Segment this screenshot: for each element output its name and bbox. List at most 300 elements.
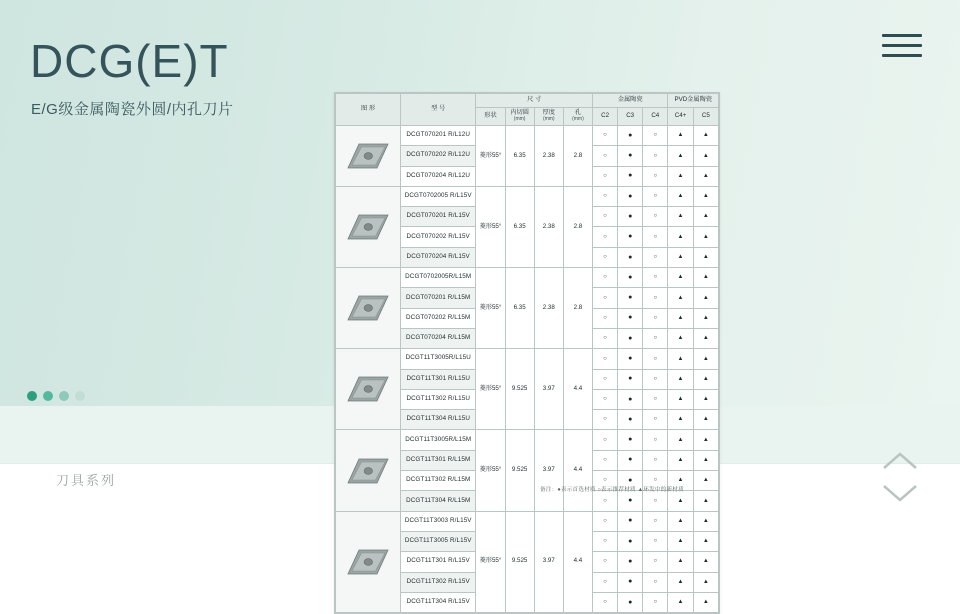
grade-c2-cell [593, 511, 618, 531]
grade-c3-cell [618, 328, 643, 348]
shape-cell: 菱形55° [476, 349, 505, 430]
model-cell: DCGT11T301 R/L15M [401, 450, 476, 470]
grade-c2-cell [593, 592, 618, 612]
circle-mark-icon: ○ [603, 193, 607, 200]
model-cell: DCGT070202 R/L12U [401, 146, 476, 166]
dot-mark-icon: ● [628, 131, 633, 139]
tri-mark-icon: ▲ [702, 375, 709, 382]
header-grade-c4: C4 [643, 108, 668, 126]
model-cell: DCGT070202 R/L15M [401, 308, 476, 328]
thickness-cell: 2.38 [534, 126, 563, 187]
grade-c2-cell [593, 207, 618, 227]
tri-mark-icon: ▲ [702, 254, 709, 261]
grade-c5-cell [693, 450, 718, 470]
header-ic-unit: (mm) [513, 116, 526, 123]
dot-mark-icon: ● [628, 415, 633, 423]
grade-c5-cell [693, 186, 718, 206]
grade-c4-cell [643, 227, 668, 247]
table-row [336, 186, 719, 206]
tri-mark-icon: ▲ [702, 152, 709, 159]
model-cell: DCGT11T302 R/L15V [401, 572, 476, 592]
circle-mark-icon: ○ [653, 314, 658, 321]
grade-c4plus-cell [668, 430, 693, 450]
dot-mark-icon: ● [628, 517, 633, 525]
hole-cell: 4.4 [563, 430, 592, 511]
page-subtitle: E/G级金属陶瓷外圆/内孔刀片 [31, 101, 234, 118]
circle-mark-icon: ○ [653, 132, 658, 139]
tri-mark-icon: ▲ [677, 497, 684, 504]
grade-c5-cell [693, 430, 718, 450]
grade-c3-cell [618, 207, 643, 227]
ic-cell: 9.525 [505, 349, 534, 430]
tri-mark-icon: ▲ [677, 314, 684, 321]
chevron-up-icon [884, 454, 916, 468]
model-cell: DCGT11T304 R/L15M [401, 491, 476, 511]
grade-c3-cell [618, 268, 643, 288]
hole-cell: 2.8 [563, 126, 592, 187]
dot-mark-icon: ● [628, 294, 633, 302]
grade-c5-cell [693, 308, 718, 328]
grade-c4plus-cell [668, 491, 693, 511]
circle-mark-icon: ○ [603, 538, 607, 545]
dot-mark-icon: ● [628, 375, 633, 383]
grade-c2-cell [593, 491, 618, 511]
grade-c4-cell [643, 369, 668, 389]
nav-arrows[interactable] [880, 452, 920, 504]
grade-c3-cell [618, 146, 643, 166]
thickness-cell: 2.38 [534, 268, 563, 349]
spec-table-container [334, 92, 720, 614]
tri-mark-icon: ▲ [702, 132, 709, 139]
grade-c4plus-cell [668, 288, 693, 308]
grade-c4-cell [643, 268, 668, 288]
tri-mark-icon: ▲ [702, 172, 709, 179]
tri-mark-icon: ▲ [702, 396, 709, 403]
footer-label: 刀具系列 [56, 473, 117, 488]
spec-table-head [336, 94, 719, 126]
tri-mark-icon: ▲ [677, 558, 684, 565]
tri-mark-icon: ▲ [677, 517, 684, 524]
tri-mark-icon: ▲ [702, 213, 709, 220]
grade-c3-cell [618, 227, 643, 247]
circle-mark-icon: ○ [653, 274, 658, 281]
circle-mark-icon: ○ [603, 477, 607, 484]
tri-mark-icon: ▲ [677, 436, 684, 443]
header-hole: 孔 (mm) [563, 108, 592, 126]
grade-c4plus-cell [668, 166, 693, 186]
grade-c4plus-cell [668, 592, 693, 612]
circle-mark-icon: ○ [603, 497, 607, 504]
dot-mark-icon: ● [628, 456, 633, 464]
tri-mark-icon: ▲ [702, 335, 709, 342]
model-cell: DCGT070201 R/L15V [401, 207, 476, 227]
grade-c3-cell [618, 430, 643, 450]
circle-mark-icon: ○ [653, 416, 658, 423]
grade-c5-cell [693, 268, 718, 288]
shape-cell: 菱形55° [476, 430, 505, 511]
grade-c4-cell [643, 410, 668, 430]
circle-mark-icon: ○ [653, 396, 658, 403]
tri-mark-icon: ▲ [677, 172, 684, 179]
grade-c3-cell [618, 369, 643, 389]
grade-c2-cell [593, 572, 618, 592]
grade-c3-cell [618, 247, 643, 267]
model-cell: DCGT070204 R/L12U [401, 166, 476, 186]
thickness-cell: 3.97 [534, 349, 563, 430]
tri-mark-icon: ▲ [677, 213, 684, 220]
hole-cell: 2.8 [563, 268, 592, 349]
circle-mark-icon: ○ [603, 314, 607, 321]
diamond-insert-icon [345, 141, 391, 171]
hamburger-menu-icon[interactable] [882, 34, 922, 60]
spec-table [335, 93, 719, 613]
grade-c2-cell [593, 369, 618, 389]
header-hole-unit: (mm) [572, 116, 584, 123]
grade-c2-cell [593, 247, 618, 267]
insert-shape-cell [336, 126, 401, 187]
diamond-insert-icon [345, 547, 391, 577]
shape-cell: 菱形55° [476, 268, 505, 349]
dot-mark-icon: ● [628, 253, 633, 261]
dot-mark-icon: ● [628, 334, 633, 342]
model-cell: DCGT11T3005R/L15U [401, 349, 476, 369]
grade-c3-cell [618, 186, 643, 206]
grade-c2-cell [593, 349, 618, 369]
grade-c2-cell [593, 288, 618, 308]
grade-c2-cell [593, 308, 618, 328]
grade-c2-cell [593, 389, 618, 409]
grade-c4plus-cell [668, 146, 693, 166]
tri-mark-icon: ▲ [677, 233, 684, 240]
grade-c5-cell [693, 491, 718, 511]
tri-mark-icon: ▲ [677, 456, 684, 463]
model-cell: DCGT11T301 R/L15U [401, 369, 476, 389]
grade-c5-cell [693, 369, 718, 389]
table-row [336, 511, 719, 531]
nav-arrows-svg [880, 452, 920, 504]
insert-shape-cell [336, 511, 401, 612]
model-cell: DCGT11T304 R/L15U [401, 410, 476, 430]
grade-c3-cell [618, 349, 643, 369]
grade-c2-cell [593, 531, 618, 551]
hole-cell: 4.4 [563, 511, 592, 612]
grade-c4-cell [643, 389, 668, 409]
hamburger-bar [882, 54, 922, 57]
pagination-dot-2[interactable] [43, 391, 53, 401]
circle-mark-icon: ○ [603, 233, 607, 240]
grade-c5-cell [693, 247, 718, 267]
circle-mark-icon: ○ [603, 436, 607, 443]
grade-c4plus-cell [668, 410, 693, 430]
tri-mark-icon: ▲ [677, 132, 684, 139]
dot-mark-icon: ● [628, 476, 633, 484]
grade-c4plus-cell [668, 268, 693, 288]
tri-mark-icon: ▲ [677, 477, 684, 484]
grade-c4plus-cell [668, 126, 693, 146]
header-model: 型 号 [401, 94, 476, 126]
tri-mark-icon: ▲ [702, 477, 709, 484]
header-thickness-unit: (mm) [542, 116, 555, 123]
circle-mark-icon: ○ [653, 538, 658, 545]
header-ic: 内切圆 (mm) [505, 108, 534, 126]
grade-c3-cell [618, 166, 643, 186]
tri-mark-icon: ▲ [702, 538, 709, 545]
grade-c4plus-cell [668, 552, 693, 572]
model-cell: DCGT070201 R/L15M [401, 288, 476, 308]
pagination-dot-1[interactable] [27, 391, 37, 401]
circle-mark-icon: ○ [653, 355, 658, 362]
tri-mark-icon: ▲ [702, 193, 709, 200]
grade-c4-cell [643, 430, 668, 450]
circle-mark-icon: ○ [603, 396, 607, 403]
diamond-insert-icon [345, 374, 391, 404]
grade-c4-cell [643, 308, 668, 328]
model-cell: DCGT11T3003 R/L15V [401, 511, 476, 531]
grade-c3-cell [618, 410, 643, 430]
diamond-insert-icon [345, 456, 391, 486]
grade-c4plus-cell [668, 450, 693, 470]
grade-c3-cell [618, 592, 643, 612]
circle-mark-icon: ○ [653, 477, 658, 484]
grade-c2-cell [593, 430, 618, 450]
table-row [336, 430, 719, 450]
circle-mark-icon: ○ [653, 172, 658, 179]
circle-mark-icon: ○ [603, 132, 607, 139]
grade-c4plus-cell [668, 349, 693, 369]
grade-c4plus-cell [668, 186, 693, 206]
grade-c5-cell [693, 410, 718, 430]
grade-c3-cell [618, 288, 643, 308]
tri-mark-icon: ▲ [677, 375, 684, 382]
grade-c4plus-cell [668, 328, 693, 348]
circle-mark-icon: ○ [653, 213, 658, 220]
grade-c3-cell [618, 450, 643, 470]
tri-mark-icon: ▲ [677, 294, 684, 301]
grade-c5-cell [693, 227, 718, 247]
header-dimensions: 尺 寸 [476, 94, 593, 108]
dot-mark-icon: ● [628, 557, 633, 565]
hamburger-bar [882, 44, 922, 47]
tri-mark-icon: ▲ [677, 599, 684, 606]
diamond-insert-icon [345, 293, 391, 323]
insert-shape-cell [336, 186, 401, 267]
dot-mark-icon: ● [628, 192, 633, 200]
circle-mark-icon: ○ [653, 254, 658, 261]
tri-mark-icon: ▲ [677, 274, 684, 281]
grade-c5-cell [693, 511, 718, 531]
dot-mark-icon: ● [628, 497, 633, 505]
grade-c4plus-cell [668, 308, 693, 328]
circle-mark-icon: ○ [653, 578, 658, 585]
grade-c2-cell [593, 410, 618, 430]
circle-mark-icon: ○ [603, 335, 607, 342]
grade-c4-cell [643, 450, 668, 470]
grade-c5-cell [693, 389, 718, 409]
model-cell: DCGT11T302 R/L15U [401, 389, 476, 409]
circle-mark-icon: ○ [653, 294, 658, 301]
grade-c5-cell [693, 166, 718, 186]
thickness-cell: 2.38 [534, 186, 563, 267]
circle-mark-icon: ○ [653, 335, 658, 342]
grade-c2-cell [593, 166, 618, 186]
grade-c4-cell [643, 349, 668, 369]
dot-mark-icon: ● [628, 314, 633, 322]
shape-cell: 菱形55° [476, 186, 505, 267]
grade-c4-cell [643, 146, 668, 166]
shape-cell: 菱形55° [476, 511, 505, 612]
insert-shape-cell [336, 268, 401, 349]
grade-c4-cell [643, 186, 668, 206]
hamburger-bar [882, 34, 922, 37]
grade-c4-cell [643, 126, 668, 146]
dot-mark-icon: ● [628, 233, 633, 241]
thickness-cell: 3.97 [534, 511, 563, 612]
grade-c4-cell [643, 572, 668, 592]
tri-mark-icon: ▲ [677, 578, 684, 585]
circle-mark-icon: ○ [603, 172, 607, 179]
grade-c5-cell [693, 126, 718, 146]
circle-mark-icon: ○ [653, 599, 658, 606]
table-row [336, 126, 719, 146]
grade-c4plus-cell [668, 389, 693, 409]
pagination-dot-4[interactable] [75, 391, 85, 401]
hole-cell: 4.4 [563, 349, 592, 430]
tri-mark-icon: ▲ [677, 152, 684, 159]
model-cell: DCGT11T3005 R/L15V [401, 531, 476, 551]
grade-c4plus-cell [668, 531, 693, 551]
model-cell: DCGT11T304 R/L15V [401, 592, 476, 612]
circle-mark-icon: ○ [603, 517, 607, 524]
dot-mark-icon: ● [628, 172, 633, 180]
grade-c2-cell [593, 328, 618, 348]
pagination-dots[interactable] [27, 391, 85, 401]
header-row-1 [336, 94, 719, 108]
grade-c2-cell [593, 126, 618, 146]
header-cermet: 金属陶瓷 [593, 94, 668, 108]
circle-mark-icon: ○ [603, 599, 607, 606]
tri-mark-icon: ▲ [702, 599, 709, 606]
dot-mark-icon: ● [628, 212, 633, 220]
grade-c5-cell [693, 207, 718, 227]
dot-mark-icon: ● [628, 436, 633, 444]
dot-mark-icon: ● [628, 395, 633, 403]
insert-shape-cell [336, 349, 401, 430]
grade-c2-cell [593, 268, 618, 288]
grade-c3-cell [618, 572, 643, 592]
tri-mark-icon: ▲ [702, 456, 709, 463]
model-cell: DCGT11T3005R/L15M [401, 430, 476, 450]
table-row [336, 268, 719, 288]
model-cell: DCGT070204 R/L15V [401, 247, 476, 267]
grade-c4plus-cell [668, 572, 693, 592]
table-note: 备注：●表示首选材质 ○表示推荐材质 ▲环发中的新材质 [540, 487, 684, 493]
header-grade-c2: C2 [593, 108, 618, 126]
grade-c4-cell [643, 247, 668, 267]
header-grade-c5: C5 [693, 108, 718, 126]
tri-mark-icon: ▲ [702, 355, 709, 362]
grade-c4plus-cell [668, 207, 693, 227]
grade-c2-cell [593, 186, 618, 206]
shape-cell: 菱形55° [476, 126, 505, 187]
model-cell: DCGT0702005R/L15M [401, 268, 476, 288]
grade-c2-cell [593, 552, 618, 572]
table-row [336, 349, 719, 369]
circle-mark-icon: ○ [653, 497, 658, 504]
header-thickness: 厚度 (mm) [534, 108, 563, 126]
tri-mark-icon: ▲ [677, 193, 684, 200]
hole-cell: 2.8 [563, 186, 592, 267]
chevron-down-icon [884, 486, 916, 500]
circle-mark-icon: ○ [653, 456, 658, 463]
circle-mark-icon: ○ [603, 294, 607, 301]
grade-c3-cell [618, 308, 643, 328]
grade-c5-cell [693, 471, 718, 491]
ic-cell: 9.525 [505, 430, 534, 511]
grade-c3-cell [618, 531, 643, 551]
ic-cell: 6.35 [505, 126, 534, 187]
circle-mark-icon: ○ [603, 558, 607, 565]
tri-mark-icon: ▲ [677, 416, 684, 423]
grade-c2-cell [593, 227, 618, 247]
tri-mark-icon: ▲ [677, 335, 684, 342]
grade-c3-cell [618, 491, 643, 511]
grade-c4-cell [643, 166, 668, 186]
header-grade-c4plus: C4+ [668, 108, 693, 126]
model-cell: DCGT070202 R/L15V [401, 227, 476, 247]
dot-mark-icon: ● [628, 578, 633, 586]
grade-c5-cell [693, 288, 718, 308]
tri-mark-icon: ▲ [702, 274, 709, 281]
circle-mark-icon: ○ [603, 375, 607, 382]
tri-mark-icon: ▲ [702, 558, 709, 565]
dot-mark-icon: ● [628, 355, 633, 362]
header-pvd-cermet: PVD金属陶瓷 [668, 94, 719, 108]
grade-c2-cell [593, 450, 618, 470]
model-cell: DCGT11T302 R/L15M [401, 471, 476, 491]
grade-c4plus-cell [668, 511, 693, 531]
grade-c5-cell [693, 552, 718, 572]
tri-mark-icon: ▲ [702, 294, 709, 301]
header-shape: 形状 [476, 108, 505, 126]
grade-c5-cell [693, 349, 718, 369]
grade-c4-cell [643, 531, 668, 551]
model-cell: DCGT070201 R/L12U [401, 126, 476, 146]
tri-mark-icon: ▲ [702, 517, 709, 524]
pagination-dot-3[interactable] [59, 391, 69, 401]
insert-shape-cell [336, 430, 401, 511]
diamond-insert-icon [345, 212, 391, 242]
circle-mark-icon: ○ [653, 375, 658, 382]
circle-mark-icon: ○ [603, 416, 607, 423]
grade-c5-cell [693, 592, 718, 612]
tri-mark-icon: ▲ [702, 314, 709, 321]
dot-mark-icon: ● [628, 537, 633, 545]
grade-c4-cell [643, 592, 668, 612]
circle-mark-icon: ○ [653, 517, 658, 524]
grade-c4plus-cell [668, 227, 693, 247]
circle-mark-icon: ○ [603, 456, 607, 463]
circle-mark-icon: ○ [653, 152, 658, 159]
ic-cell: 9.525 [505, 511, 534, 612]
grade-c4-cell [643, 288, 668, 308]
dot-mark-icon: ● [628, 152, 633, 160]
grade-c3-cell [618, 389, 643, 409]
spec-table-body [336, 126, 719, 613]
grade-c5-cell [693, 572, 718, 592]
grade-c4-cell [643, 491, 668, 511]
tri-mark-icon: ▲ [677, 538, 684, 545]
grade-c4-cell [643, 552, 668, 572]
